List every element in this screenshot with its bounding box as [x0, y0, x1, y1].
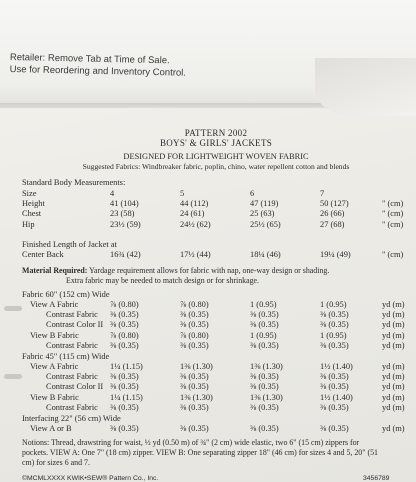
fabric-60-value: ⅜ (0.35) [250, 320, 279, 330]
fabric-45-label: Contrast Fabric [46, 372, 98, 382]
fabric-45-value: ⅜ (0.35) [180, 382, 209, 392]
fabric-60-value: ⅜ (0.35) [180, 340, 209, 350]
measurement-unit: " (cm) [382, 199, 404, 209]
notions-line-2: pockets. VIEW A: One 7" (18 cm) zipper. VIEW B: One separating zipper 18" (46 cm) for sizes 4 and 5, 20" (51 [22, 448, 378, 457]
fabric-60-value: ⅜ (0.35) [320, 340, 349, 350]
fabric-45-value: ⅜ (0.35) [250, 372, 279, 382]
pattern-number: PATTERN 2002 [184, 128, 248, 138]
fabric-45-unit: yd (m) [382, 382, 405, 392]
fabric-60-label: Contrast Color II [46, 320, 104, 330]
fabric-45-value: 1¼ (1.15) [110, 362, 143, 371]
fabric-60-label: View A Fabric [30, 300, 79, 309]
interfacing-value: ⅜ (0.35) [180, 424, 209, 433]
fabric-45-row [22, 393, 410, 403]
interfacing-unit: yd (m) [382, 424, 405, 433]
fabric-60-value: ⅜ (0.35) [320, 320, 349, 330]
fabric-45-value: ⅜ (0.35) [110, 402, 139, 412]
copyright-text: ©MCMLXXXX KWIK•SEW® Pattern Co., Inc. [22, 475, 159, 482]
fabric-60-value: 1 (0.95) [250, 300, 277, 309]
fabric-60-value: ⅞ (0.80) [110, 330, 139, 340]
measurement-value: 7 [320, 189, 325, 198]
interfacing-heading: Interfacing 22" (56 cm) Wide [22, 414, 121, 423]
interfacing-value: ⅜ (0.35) [250, 424, 279, 433]
measurement-row [22, 220, 410, 230]
finished-length-label-1: Finished Length of Jacket at [22, 240, 117, 249]
fabric-45-row [22, 403, 410, 413]
fabric-45-value: 1½ (1.40) [320, 362, 353, 371]
material-heading: Material Required: [22, 266, 88, 275]
material-note-2: Extra fabric may be needed to match design or for shrinkage. [66, 276, 260, 285]
fabric-45-unit: yd (m) [382, 392, 405, 402]
interfacing-value: ⅜ (0.35) [110, 424, 139, 433]
fabric-45-value: 1¼ (1.15) [110, 392, 143, 402]
finished-length-row [22, 250, 410, 260]
measurement-value: 44 (112) [180, 199, 209, 209]
fabric-45-unit: yd (m) [382, 362, 405, 371]
fabric-45-value: 1⅜ (1.30) [180, 362, 213, 371]
fabric-60-value: ⅜ (0.35) [250, 340, 279, 350]
material-required [22, 266, 392, 276]
measurement-label: Height [22, 199, 45, 209]
fabric-45-value: 1⅜ (1.30) [250, 362, 283, 371]
interfacing-row [22, 424, 410, 434]
measurement-label: Size [22, 189, 37, 198]
finished-size-4: 16¾ (42) [110, 250, 141, 259]
fabric-60-value: ⅜ (0.35) [110, 310, 139, 320]
fabric-45-row [22, 382, 410, 392]
pattern-name: BOYS' & GIRLS' JACKETS [159, 138, 273, 148]
fabric-60-value: ⅜ (0.35) [250, 310, 279, 320]
measurement-value: 26 (66) [320, 209, 345, 219]
interfacing-label: View A or B [30, 424, 72, 433]
binding-clip [4, 306, 22, 311]
fabric-60-label: View B Fabric [30, 330, 79, 340]
fabric-45-value: 1½ (1.40) [320, 392, 353, 402]
fabric-60-unit: yd (m) [382, 320, 405, 330]
fabric-60-unit: yd (m) [382, 300, 405, 309]
fabric-60-value: 1 (0.95) [320, 300, 347, 309]
product-code: 3456789 [363, 475, 390, 482]
measurement-row [22, 189, 410, 199]
fabric-45-value: 1⅜ (1.30) [180, 392, 213, 402]
fabric-60-unit: yd (m) [382, 330, 405, 340]
fabric-60-value: 1 (0.95) [320, 330, 347, 340]
measurements-heading: Standard Body Measurements: [22, 178, 126, 187]
finished-size-6: 18¼ (46) [250, 250, 281, 259]
measurement-value: 4 [110, 189, 115, 198]
material-note-1: Yardage requirement allows for fabric with nap, one-way design or shading. [89, 266, 330, 275]
fabric-60-value: ⅜ (0.35) [110, 320, 139, 330]
finished-size-5: 17½ (44) [180, 250, 211, 259]
fabric-60-value: ⅜ (0.35) [320, 310, 349, 320]
fabric-60-row [22, 310, 410, 320]
fabric-45-label: Contrast Fabric [46, 402, 98, 412]
torn-corner [315, 58, 416, 116]
fabric-60-unit: yd (m) [382, 310, 405, 320]
measurement-unit: " (cm) [382, 209, 404, 219]
finished-length-label-2: Center Back [22, 250, 64, 259]
fabric-60-label: Contrast Fabric [46, 340, 98, 350]
fabric-60-unit: yd (m) [382, 340, 405, 350]
designed-for: DESIGNED FOR LIGHTWEIGHT WOVEN FABRIC [123, 152, 309, 161]
fabric-45-label: Contrast Color II [46, 382, 104, 392]
fabric-45-value: ⅜ (0.35) [250, 402, 279, 412]
fabric-60-row [22, 341, 410, 351]
measurement-value: 24 (61) [180, 209, 205, 219]
fabric-45-value: 1⅜ (1.30) [250, 392, 283, 402]
fabric-45-value: ⅜ (0.35) [110, 382, 139, 392]
measurement-value: 23½ (59) [110, 219, 141, 229]
measurement-row [22, 209, 410, 219]
tab-line-2: Use for Reordering and Inventory Control. [9, 63, 187, 79]
measurement-value: 41 (104) [110, 199, 139, 209]
measurement-label: Hip [22, 219, 35, 229]
measurement-unit: " (cm) [382, 219, 404, 229]
fabric-60-row [22, 320, 410, 330]
measurement-row [22, 199, 410, 209]
fabric-45-value: ⅜ (0.35) [320, 382, 349, 392]
measurement-value: 5 [180, 189, 185, 198]
measurement-value: 24½ (62) [180, 219, 211, 229]
fabric-60-label: Contrast Fabric [46, 310, 98, 320]
fabric-60-value: ⅜ (0.35) [110, 340, 139, 350]
fabric-45-row [22, 372, 410, 382]
finished-unit: " (cm) [382, 250, 404, 259]
fabric-60-value: 1 (0.95) [250, 330, 277, 340]
fabric-45-unit: yd (m) [382, 402, 405, 412]
finished-size-7: 19¼ (49) [320, 250, 351, 259]
fabric-60-row [22, 331, 410, 341]
notions-line-1: Notions: Thread, drawstring for waist, ½ yd (0.50 m) of ¾" (2 cm) wide elastic, two 6" (15 cm) zippers for [22, 438, 360, 447]
interfacing-value: ⅜ (0.35) [320, 424, 349, 433]
fabric-45-value: ⅜ (0.35) [180, 372, 209, 382]
measurement-value: 47 (119) [250, 199, 279, 209]
fabric-60-value: ⅞ (0.80) [180, 330, 209, 340]
tab-line-1: Retailer: Remove Tab at Time of Sale. [9, 52, 170, 67]
fabric-45-value: ⅜ (0.35) [250, 382, 279, 392]
fabric-45-value: ⅜ (0.35) [180, 402, 209, 412]
fabric-60-value: ⅞ (0.80) [110, 300, 139, 309]
fabric-60-heading: Fabric 60" (152 cm) Wide [22, 290, 110, 299]
measurement-value: 25½ (65) [250, 219, 281, 229]
fabric-60-value: ⅞ (0.80) [180, 300, 209, 309]
measurement-label: Chest [22, 209, 42, 219]
fabric-60-value: ⅜ (0.35) [180, 310, 209, 320]
measurement-value: 6 [250, 189, 255, 198]
fabric-45-heading: Fabric 45" (115 cm) Wide [22, 352, 110, 361]
measurement-value: 50 (127) [320, 199, 349, 209]
fabric-45-label: View A Fabric [30, 362, 79, 371]
suggested-fabrics: Suggested Fabrics: Windbreaker fabric, poplin, chino, water repellent cotton and blends [82, 162, 350, 171]
fabric-45-value: ⅜ (0.35) [110, 372, 139, 382]
fabric-60-value: ⅜ (0.35) [180, 320, 209, 330]
fabric-45-value: ⅜ (0.35) [320, 372, 349, 382]
measurement-value: 25 (63) [250, 209, 275, 219]
fabric-45-value: ⅜ (0.35) [320, 402, 349, 412]
binding-clip [4, 374, 22, 379]
fabric-45-row [22, 362, 410, 372]
fabric-45-label: View B Fabric [30, 392, 79, 402]
measurement-value: 27 (68) [320, 219, 345, 229]
notions-line-3: cm) for sizes 6 and 7. [22, 458, 90, 467]
measurement-value: 23 (58) [110, 209, 135, 219]
fabric-45-unit: yd (m) [382, 372, 405, 382]
fabric-60-row [22, 300, 410, 310]
